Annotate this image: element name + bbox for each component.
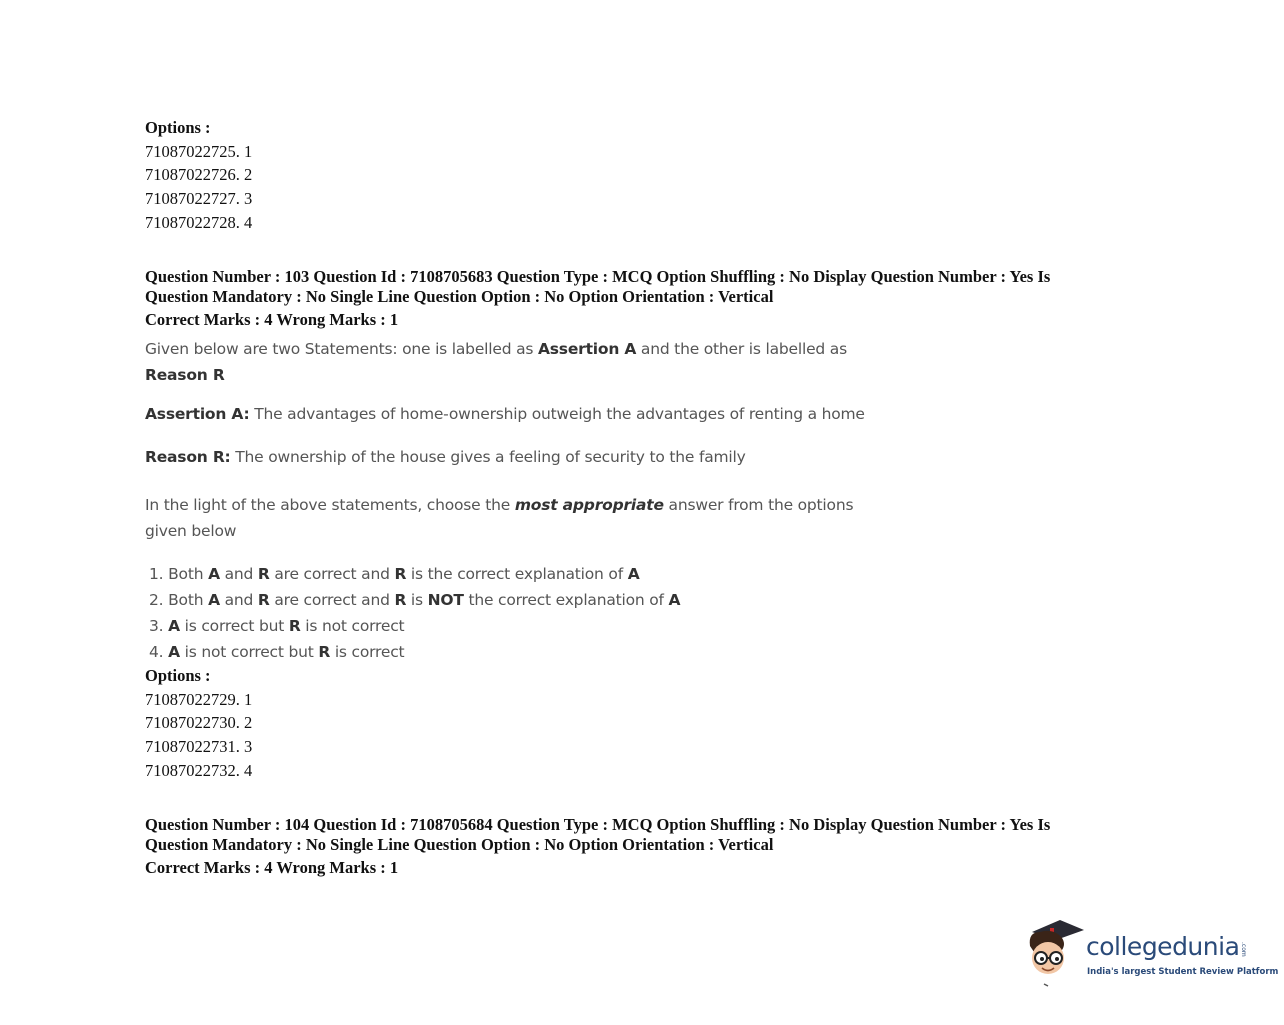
q103-marks: Correct Marks : 4 Wrong Marks : 1 [145,310,399,329]
choice-text: is correct but [179,617,289,635]
logo-suffix: .com [1240,942,1247,957]
q103-option-1: 71087022729. 1 [145,689,253,709]
instruction-text-2: answer from the options [663,496,854,514]
choice-text: is correct [330,643,405,661]
prev-options-heading: Options : [145,118,211,137]
student-mascot-icon [1026,918,1086,992]
choice-text: is not correct but [179,643,319,661]
q103-meta [145,267,1050,306]
intro-reason-label: Reason R [145,366,225,384]
choice-text: is [406,591,428,609]
prev-options [145,116,252,235]
choice-1 [149,561,680,587]
q104-marks: Correct Marks : 4 Wrong Marks : 1 [145,858,399,877]
choice-bold: A [627,565,640,583]
choice-text: is not correct [300,617,405,635]
choice-text: Both [163,565,209,583]
prev-option-1: 71087022725. 1 [145,141,253,161]
q103-reason [145,448,746,466]
choice-bold: R [394,591,407,609]
q104-meta [145,815,1050,854]
choice-text: Both [163,591,209,609]
q103-options [145,664,252,783]
choice-text: is the correct explanation of [406,565,628,583]
instruction-text: In the light of the above statements, choose the [145,496,515,514]
instruction-text-3: given below [145,522,237,540]
choice-text: and [219,565,258,583]
intro-assertion-label: Assertion A [537,340,637,358]
q103-meta-line1: Question Number : 103 Question Id : 7108705683 Question Type : MCQ Option Shuffling : No Display Question Number : Yes Is [145,267,1051,286]
choice-4 [149,639,680,665]
choice-number: 2. [149,591,164,609]
choice-bold: R [318,643,331,661]
choice-3 [149,613,680,639]
choice-bold: R [394,565,407,583]
q103-option-4: 71087022732. 4 [145,760,253,780]
choice-bold: A [208,565,220,583]
instruction-emphasis: most appropriate [514,496,664,514]
collegedunia-logo [1026,918,1279,992]
choice-2 [149,587,680,613]
q104-meta-line1: Question Number : 104 Question Id : 7108705684 Question Type : MCQ Option Shuffling : No Display Question Number : Yes Is [145,815,1051,834]
logo-tagline: India's largest Student Review Platform [1087,967,1279,977]
choice-text: the correct explanation of [463,591,669,609]
choice-bold: R [257,591,270,609]
choice-number: 4. [149,643,164,661]
choice-text: are correct and [269,591,395,609]
choice-bold: R [257,565,270,583]
q103-option-2: 71087022730. 2 [145,713,253,733]
prev-option-3: 71087022727. 3 [145,189,253,209]
q103-choices [149,561,680,665]
intro-text-2: and the other is labelled as [636,340,847,358]
assertion-text: The advantages of home-ownership outweigh the advantages of renting a home [249,405,865,423]
choice-number: 1. [149,565,164,583]
choice-bold: R [288,617,301,635]
reason-text: The ownership of the house gives a feeling of security to the family [230,448,746,466]
q103-options-heading: Options : [145,666,211,685]
choice-bold: NOT [427,591,464,609]
prev-option-4: 71087022728. 4 [145,212,253,232]
q103-assertion [145,405,865,423]
reason-label: Reason R: [145,448,231,466]
choice-bold: A [208,591,220,609]
choice-text: are correct and [269,565,395,583]
q103-option-3: 71087022731. 3 [145,737,253,757]
q103-instruction [145,492,853,544]
intro-text: Given below are two Statements: one is labelled as [145,340,538,358]
prev-option-2: 71087022726. 2 [145,165,253,185]
choice-text: and [219,591,258,609]
choice-bold: A [168,617,180,635]
choice-bold: A [168,643,180,661]
assertion-label: Assertion A: [145,405,250,423]
choice-bold: A [668,591,681,609]
choice-number: 3. [149,617,164,635]
q103-meta-line2: Question Mandatory : No Single Line Question Option : No Option Orientation : Vertical [145,286,774,306]
logo-wordmark: collegedunia [1086,932,1240,961]
q104-meta-line2: Question Mandatory : No Single Line Question Option : No Option Orientation : Vertical [145,834,774,854]
q103-intro [145,336,847,388]
